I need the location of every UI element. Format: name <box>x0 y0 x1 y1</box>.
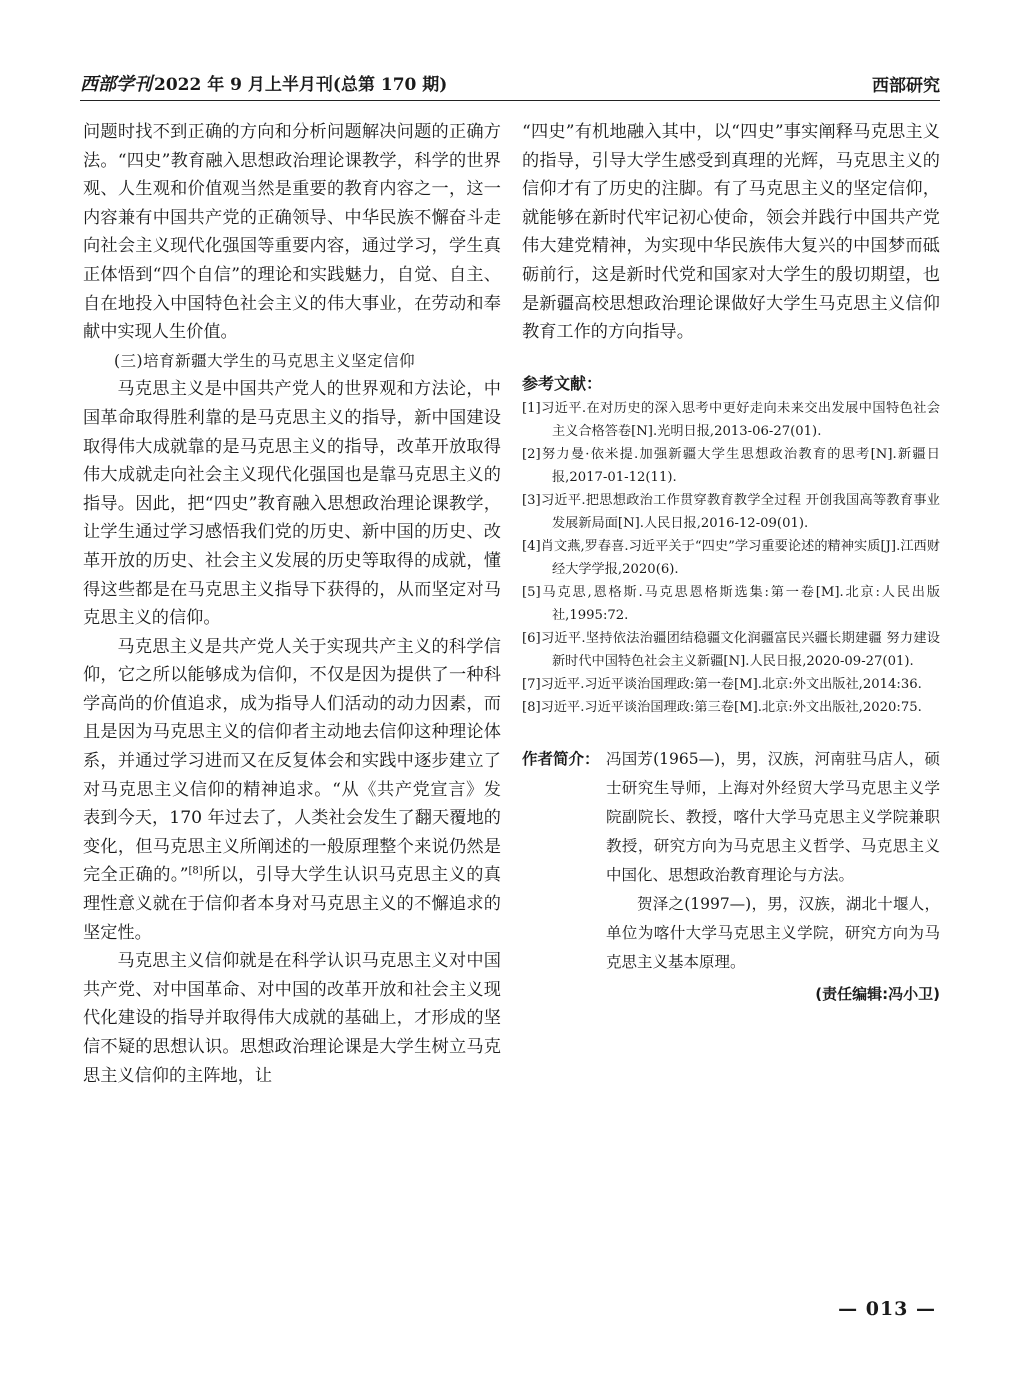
page-number: — 013 — <box>838 1298 936 1320</box>
paragraph: “四史”有机地融入其中，以“四史”事实阐释马克思主义的指导，引导大学生感受到真理的光辉，马克思主义的信仰才有了历史的注脚。有了马克思主义的坚定信仰，就能够在新时代牢记初心使命，领会并践行中国共产党伟大建党精神，为实现中华民族伟大复兴的中国梦而砥砺前行，这是新时代党和国家对大学生的殷切期望，也是新疆高校思想政治理论课做好大学生马克思主义信仰教育工作的方向指导。 <box>522 122 940 343</box>
reference-item: [1]习近平.在对历史的深入思考中更好走向未来交出发展中国特色社会主义合格答卷[N].光明日报,2013-06-27(01). <box>522 400 940 439</box>
right-column <box>522 118 940 1009</box>
author-info <box>522 745 940 977</box>
author-bio: 冯国芳(1965—)，男，汉族，河南驻马店人，硕士研究生导师，上海对外经贸大学马克思主义学院副院长、教授，喀什大学马克思主义学院兼职教授，研究方向为马克思主义哲学、马克思主义中国化、思想政治教育理论与方法。 <box>606 749 940 884</box>
reference-item: [4]肖文燕,罗春喜.习近平关于“四史”学习重要论述的精神实质[J].江西财经大学学报,2020(6). <box>522 538 940 577</box>
reference-item: [8]习近平.习近平谈治国理政:第三卷[M].北京:外文出版社,2020:75. <box>522 699 922 715</box>
paragraph: 马克思主义是中国共产党人的世界观和方法论，中国革命取得胜利靠的是马克思主义的指导，新中国建设取得伟大成就靠的是马克思主义的指导，改革开放取得伟大成就走向社会主义现代化强国也是靠马克思主义的指导。因此，把“四史”教育融入思想政治理论课教学，让学生通过学习感悟我们党的历史、新中国的历史、改革开放的历史、社会主义发展的历史等取得的成就，懂得这些都是在马克思主义指导下获得的，从而坚定对马克思主义的信仰。 <box>83 379 501 629</box>
reference-item: [3]习近平.把思想政治工作贯穿教育教学全过程 开创我国高等教育事业发展新局面[N].人民日报,2016-12-09(01). <box>522 492 940 531</box>
references-list <box>522 397 940 719</box>
journal-logo: 西部学刊 <box>80 74 152 95</box>
author-bio: 贺泽之(1997—)，男，汉族，湖北十堰人，单位为喀什大学马克思主义学院，研究方向为马克思主义基本原理。 <box>606 894 940 971</box>
issue-info: 2022 年 9 月上半月刊(总第 170 期) <box>154 75 448 95</box>
paragraph: 问题时找不到正确的方向和分析问题解决问题的正确方法。“四史”教育融入思想政治理论课教学，科学的世界观、人生观和价值观当然是重要的教育内容之一，这一内容兼有中国共产党的正确领导、中华民族不懈奋斗走向社会主义现代化强国等重要内容，通过学习，学生真正体悟到“四个自信”的理论和实践魅力，自觉、自主、自在地投入中国特色社会主义的伟大事业，在劳动和奉献中实现人生价值。 <box>83 122 501 343</box>
paragraph <box>83 633 501 948</box>
reference-item: [2]努力曼·依米提.加强新疆大学生思想政治教育的思考[N].新疆日报,2017-01-12(11). <box>522 446 940 485</box>
paragraph: 马克思主义信仰就是在科学认识马克思主义对中国共产党、对中国革命、对中国的改革开放和社会主义现代化建设的指导并取得伟大成就的基础上，才形成的坚信不疑的思想认识。思想政治理论课是大学生树立马克思主义信仰的主阵地，让 <box>83 951 501 1086</box>
page-header <box>80 70 940 101</box>
citation-mark: [8] <box>188 865 203 877</box>
header-section: 西部研究 <box>872 76 940 96</box>
reference-item: [6]习近平.坚持依法治疆团结稳疆文化润疆富民兴疆长期建疆 努力建设新时代中国特色社会主义新疆[N].人民日报,2020-09-27(01). <box>522 630 940 669</box>
reference-item: [5]马克思,恩格斯.马克思恩格斯选集:第一卷[M].北京:人民出版社,1995:72. <box>522 584 940 623</box>
reference-item: [7]习近平.习近平谈治国理政:第一卷[M].北京:外文出版社,2014:36. <box>522 676 922 692</box>
author-label: 作者简介： <box>522 749 600 768</box>
header-issue <box>80 70 447 96</box>
paragraph-text: 马克思主义是共产党人关于实现共产主义的科学信仰，它之所以能够成为信仰，不仅是因为提供了一种科学高尚的价值追求，成为指导人们活动的动力因素，而且是因为马克思主义的信仰者主动地去信仰这种理论体系，并通过学习进而又在反复体会和实践中逐步建立了对马克思主义信仰的精神追求。“从《共产党宣言》发表到今天，170 年过去了，人类社会发生了翻天覆地的变化，但马克思主义所阐述的一般原理整个来说仍然是完全正确的。” <box>83 636 501 886</box>
section-heading: (三)培育新疆大学生的马克思主义坚定信仰 <box>114 351 416 370</box>
paragraph-text: 所以，引导大学生认识马克思主义的真理性意义就在于信仰者本身对马克思主义的不懈追求的坚定性。 <box>83 865 501 943</box>
left-column <box>83 118 501 1090</box>
references-title: 参考文献： <box>522 373 603 393</box>
responsible-editor: (责任编辑:冯小卫) <box>815 984 940 1003</box>
